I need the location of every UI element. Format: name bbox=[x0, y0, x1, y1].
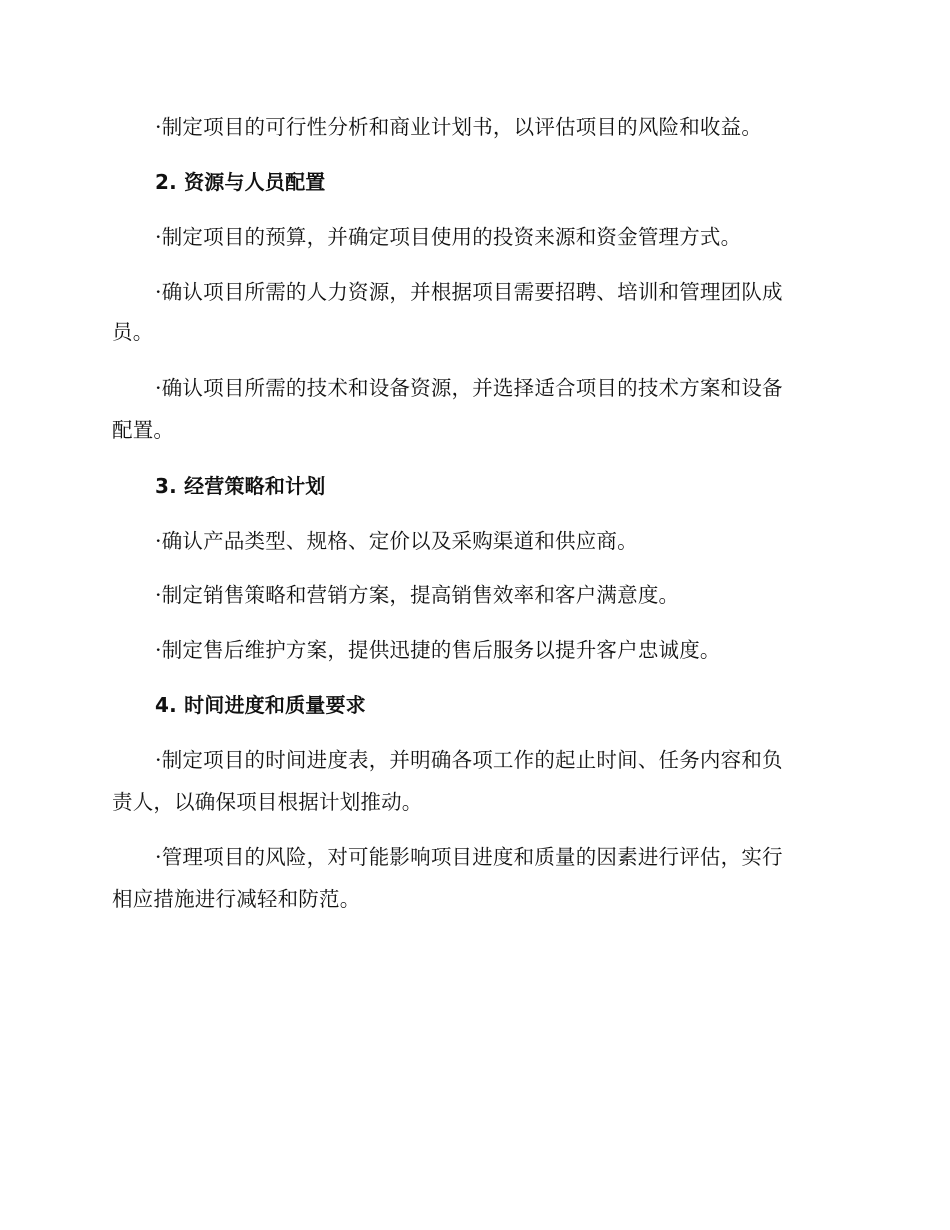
paragraph-technology-line2: 配置。 bbox=[112, 418, 175, 442]
paragraph-after-sales: ·制定售后维护方案，提供迅捷的售后服务以提升客户忠诚度。 bbox=[155, 638, 721, 662]
section-heading-resources: 2. 资源与人员配置 bbox=[155, 170, 326, 194]
section-heading-strategy: 3. 经营策略和计划 bbox=[155, 474, 326, 498]
paragraph-sales: ·制定销售策略和营销方案，提高销售效率和客户满意度。 bbox=[155, 583, 680, 607]
paragraph-products: ·确认产品类型、规格、定价以及采购渠道和供应商。 bbox=[155, 529, 638, 553]
paragraph-feasibility: ·制定项目的可行性分析和商业计划书，以评估项目的风险和收益。 bbox=[155, 115, 763, 139]
paragraph-risk-line2: 相应措施进行减轻和防范。 bbox=[112, 887, 361, 911]
paragraph-budget: ·制定项目的预算，并确定项目使用的投资来源和资金管理方式。 bbox=[155, 225, 742, 249]
paragraph-human-resources-line1: ·确认项目所需的人力资源，并根据项目需要招聘、培训和管理团队成 bbox=[155, 280, 783, 304]
paragraph-risk-line1: ·管理项目的风险，对可能影响项目进度和质量的因素进行评估，实行 bbox=[155, 845, 783, 869]
paragraph-technology-line1: ·确认项目所需的技术和设备资源，并选择适合项目的技术方案和设备 bbox=[155, 376, 783, 400]
paragraph-human-resources-line2: 员。 bbox=[112, 320, 154, 344]
paragraph-timeline-line1: ·制定项目的时间进度表，并明确各项工作的起止时间、任务内容和负 bbox=[155, 748, 783, 772]
section-heading-schedule: 4. 时间进度和质量要求 bbox=[155, 693, 366, 717]
paragraph-timeline-line2: 责人，以确保项目根据计划推动。 bbox=[112, 790, 423, 814]
